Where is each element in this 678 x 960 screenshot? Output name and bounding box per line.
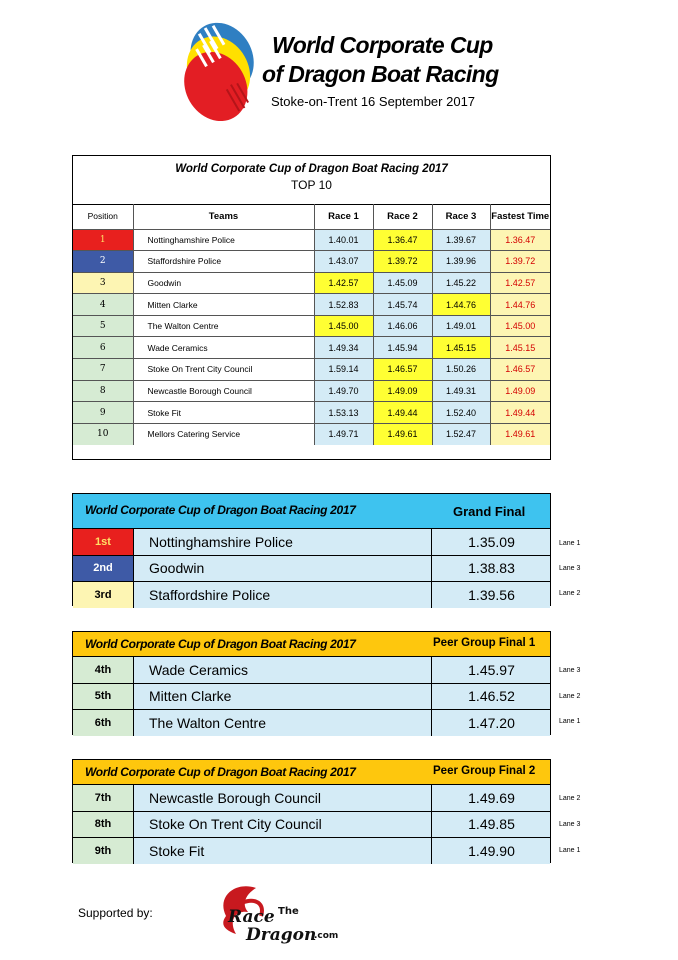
top10-row: [73, 337, 550, 359]
top10-race3: 1.52.40: [432, 402, 490, 424]
final-time: 1.47.20: [431, 710, 551, 736]
top10-row: [73, 359, 550, 381]
top10-subtitle: TOP 10: [291, 178, 332, 192]
final-team: Wade Ceramics: [149, 661, 249, 678]
top10-table: [72, 155, 551, 460]
peer-group-final-1-title: World Corporate Cup of Dragon Boat Racing 2017: [85, 637, 356, 651]
top10-race2: 1.45.09: [373, 272, 432, 294]
svg-text:.com: .com: [314, 931, 339, 941]
final-team: Newcastle Borough Council: [149, 789, 321, 806]
peer-group-final-2-header: [73, 760, 550, 785]
top10-race1: 1.49.34: [314, 337, 373, 359]
top10-race1: 1.49.71: [314, 423, 373, 445]
top10-fastest-time: 1.44.76: [490, 294, 550, 316]
final-position: 4th: [73, 657, 134, 683]
top10-team: Staffordshire Police: [133, 251, 314, 273]
lane-label: Lane 1: [559, 847, 581, 854]
top10-team: Nottinghamshire Police: [133, 229, 314, 251]
top10-fastest-time: 1.49.61: [490, 423, 550, 445]
top10-race2: 1.36.47: [373, 229, 432, 251]
top10-race1: 1.45.00: [314, 315, 373, 337]
top10-fastest-time: 1.42.57: [490, 272, 550, 294]
lane-label: Lane 1: [559, 718, 581, 725]
lane-label: Lane 2: [559, 590, 581, 597]
top10-position: 7: [73, 359, 133, 381]
peer-group-final-2-table: [72, 759, 551, 863]
top10-fastest-time: 1.45.15: [490, 337, 550, 359]
top10-row: [73, 272, 550, 294]
top10-title: World Corporate Cup of Dragon Boat Racing 2017: [175, 163, 448, 175]
col-race3: Race 3: [432, 204, 490, 229]
lane-label: Lane 3: [559, 667, 581, 674]
final-row: [73, 812, 550, 839]
supported-by-label: Supported by:: [78, 906, 153, 920]
lane-label: Lane 1: [559, 540, 581, 547]
top10-race3: 1.49.01: [432, 315, 490, 337]
top10-header: [73, 156, 550, 205]
final-row: [73, 657, 550, 684]
lane-label: Lane 2: [559, 795, 581, 802]
race-the-dragon-logo: [206, 876, 366, 956]
top10-race3: 1.50.26: [432, 359, 490, 381]
final-team: Staffordshire Police: [149, 586, 271, 603]
top10-fastest-time: 1.49.44: [490, 402, 550, 424]
col-position: Position: [73, 204, 133, 229]
final-position: 9th: [73, 838, 134, 864]
final-row: [73, 684, 550, 711]
top10-row: [73, 229, 550, 251]
top10-position: 9: [73, 402, 133, 424]
top10-team: Stoke On Trent City Council: [133, 359, 314, 381]
top10-team: The Walton Centre: [133, 315, 314, 337]
top10-race2: 1.49.44: [373, 402, 432, 424]
final-time: 1.46.52: [431, 684, 551, 710]
final-row: [73, 529, 550, 556]
final-team: Stoke Fit: [149, 842, 205, 859]
top10-row: [73, 380, 550, 402]
peer-group-final-2-name: Peer Group Final 2: [433, 765, 536, 777]
final-time: 1.45.97: [431, 657, 551, 683]
final-time: 1.35.09: [431, 529, 551, 555]
peer-group-final-2-rows: [73, 785, 550, 864]
top10-row: [73, 294, 550, 316]
final-row: [73, 710, 550, 736]
top10-race3: 1.49.31: [432, 380, 490, 402]
final-row: [73, 838, 550, 864]
final-team: Goodwin: [149, 560, 205, 577]
top10-team: Goodwin: [133, 272, 314, 294]
final-position: 7th: [73, 785, 134, 811]
top10-race2: 1.46.06: [373, 315, 432, 337]
col-fastest-time: Fastest Time: [490, 204, 550, 229]
grand-final-name: Grand Final: [453, 504, 526, 519]
final-team: Mitten Clarke: [149, 688, 232, 705]
svg-text:Dragon: Dragon: [246, 925, 317, 945]
final-position: 8th: [73, 812, 134, 838]
lane-label: Lane 2: [559, 693, 581, 700]
top10-fastest-time: 1.46.57: [490, 359, 550, 381]
top10-race1: 1.59.14: [314, 359, 373, 381]
top10-race3: 1.52.47: [432, 423, 490, 445]
grand-final-table: [72, 493, 551, 606]
svg-text:Race: Race: [228, 907, 275, 927]
final-position: 3rd: [73, 582, 134, 608]
top10-race3: 1.44.76: [432, 294, 490, 316]
top10-team: Wade Ceramics: [133, 337, 314, 359]
col-race1: Race 1: [314, 204, 373, 229]
top10-position: 5: [73, 315, 133, 337]
final-position: 1st: [73, 529, 134, 555]
top10-race1: 1.49.70: [314, 380, 373, 402]
top10-team: Newcastle Borough Council: [133, 380, 314, 402]
top10-grid: [73, 204, 550, 445]
top10-row: [73, 315, 550, 337]
final-row: [73, 785, 550, 812]
top10-team: Mellors Catering Service: [133, 423, 314, 445]
lane-label: Lane 3: [559, 565, 581, 572]
final-time: 1.49.90: [431, 838, 551, 864]
top10-race3: 1.39.96: [432, 251, 490, 273]
final-position: 5th: [73, 684, 134, 710]
final-time: 1.39.56: [431, 582, 551, 608]
final-time: 1.49.85: [431, 812, 551, 838]
header-title-line1: World Corporate Cup: [272, 32, 493, 58]
final-row: [73, 556, 550, 583]
top10-position: 4: [73, 294, 133, 316]
top10-row: [73, 423, 550, 445]
final-position: 2nd: [73, 556, 134, 582]
peer-group-final-1-table: [72, 631, 551, 735]
header-title-line2: of Dragon Boat Racing: [262, 61, 499, 87]
final-team: Nottinghamshire Police: [149, 533, 293, 550]
final-team: The Walton Centre: [149, 714, 266, 731]
top10-race2: 1.45.74: [373, 294, 432, 316]
top10-race1: 1.43.07: [314, 251, 373, 273]
col-race2: Race 2: [373, 204, 432, 229]
top10-race2: 1.46.57: [373, 359, 432, 381]
peer-group-final-1-header: [73, 632, 550, 657]
peer-group-final-1-name: Peer Group Final 1: [433, 637, 536, 649]
final-team: Stoke On Trent City Council: [149, 816, 322, 833]
top10-team: Mitten Clarke: [133, 294, 314, 316]
dragon-boat-logo: [163, 22, 275, 137]
header-subtitle: Stoke-on-Trent 16 September 2017: [271, 94, 476, 109]
top10-position: 6: [73, 337, 133, 359]
top10-position: 8: [73, 380, 133, 402]
top10-fastest-time: 1.49.09: [490, 380, 550, 402]
top10-race1: 1.40.01: [314, 229, 373, 251]
top10-fastest-time: 1.36.47: [490, 229, 550, 251]
top10-fastest-time: 1.39.72: [490, 251, 550, 273]
top10-fastest-time: 1.45.00: [490, 315, 550, 337]
top10-race3: 1.45.15: [432, 337, 490, 359]
top10-position: 2: [73, 251, 133, 273]
final-position: 6th: [73, 710, 134, 736]
top10-race1: 1.53.13: [314, 402, 373, 424]
top10-race3: 1.45.22: [432, 272, 490, 294]
top10-race1: 1.42.57: [314, 272, 373, 294]
top10-race2: 1.39.72: [373, 251, 432, 273]
final-row: [73, 582, 550, 608]
top10-race2: 1.45.94: [373, 337, 432, 359]
lane-label: Lane 3: [559, 821, 581, 828]
top10-position: 3: [73, 272, 133, 294]
top10-race2: 1.49.09: [373, 380, 432, 402]
top10-header-row: [73, 204, 550, 229]
col-teams: Teams: [133, 204, 314, 229]
svg-text:The: The: [278, 906, 299, 917]
top10-race3: 1.39.67: [432, 229, 490, 251]
top10-position: 1: [73, 229, 133, 251]
top10-race1: 1.52.83: [314, 294, 373, 316]
final-time: 1.49.69: [431, 785, 551, 811]
top10-row: [73, 402, 550, 424]
grand-final-header: [73, 494, 550, 529]
final-time: 1.38.83: [431, 556, 551, 582]
peer-group-final-1-rows: [73, 657, 550, 736]
top10-race2: 1.49.61: [373, 423, 432, 445]
grand-final-rows: [73, 529, 550, 608]
top10-row: [73, 251, 550, 273]
peer-group-final-2-title: World Corporate Cup of Dragon Boat Racing 2017: [85, 765, 356, 779]
top10-team: Stoke Fit: [133, 402, 314, 424]
grand-final-title: World Corporate Cup of Dragon Boat Racing 2017: [85, 503, 356, 517]
top10-position: 10: [73, 423, 133, 445]
